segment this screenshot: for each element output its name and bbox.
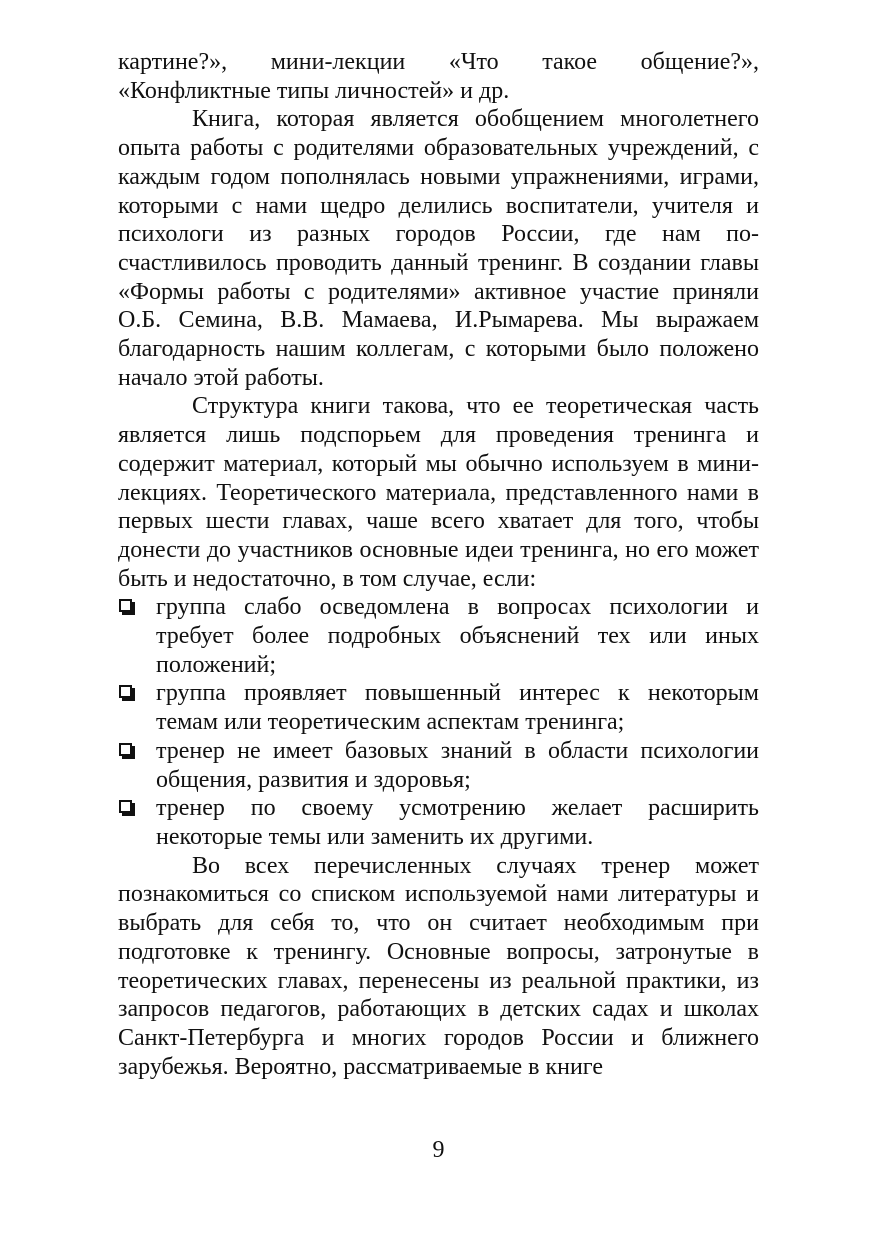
page-body (118, 48, 759, 1081)
checkbox-bullet-icon (119, 800, 132, 813)
list-item (118, 679, 759, 736)
checkbox-bullet-icon (119, 685, 132, 698)
paragraph-closing: Во всех перечисленных случаях тренер может познакомиться со списком используемой нами литературы и выбрать для себя то, что он считает необходимым при подготовке к тренингу. Основные вопросы, затронутые в теоретических главах, перенесены из реальной практики, из запросов педагогов, работающих в детских садах и школах Санкт-Петербурга и многих городов России и ближнего зарубежья. Вероятно, рассматриваемые в книге (118, 852, 759, 1080)
list-item-text: тренер не имеет базовых знаний в области психологии общения, развития и здоровья; (156, 737, 759, 793)
list-item (118, 737, 759, 794)
list-item (118, 593, 759, 679)
list-item (118, 794, 759, 851)
checkbox-bullet-icon (119, 599, 132, 612)
paragraph-continuation: картине?», мини-лекции «Что такое общение?», «Конфликтные типы личностей» и др. (118, 49, 759, 104)
list-item-text: группа слабо осведомлена в вопросах психологии и требует более подробных объяснений тех или иных положений; (156, 594, 759, 678)
paragraph-book-structure: Структура книги такова, что ее теоретическая часть является лишь подспорьем для проведения тренинга и содержит материал, который мы обычно используем в мини-лекциях. Теоретического материала, представленного нами в первых шести главах, чаше всего хватает для того, чтобы донести до участников основные идеи тренинга, но его может быть и недостаточно, в том случае, если: (118, 393, 759, 592)
checkbox-bullet-icon (119, 743, 132, 756)
list-item-text: группа проявляет повышенный интерес к некоторым темам или теоретическим аспектам тренинга; (156, 680, 759, 736)
paragraph-book-history: Книга, которая является обобщением многолетнего опыта работы с родителями образовательных учреждений, с каждым годом пополнялась новыми упражнениями, играми, которыми с нами щедро делились воспитатели, учителя и психологи из разных городов России, где нам посчастливилось проводить данный тренинг. В создании главы «Формы работы с родителями» активное участие приняли О.Б. Семина, В.В. Мамаева, И.Рымарева. Мы выражаем благодарность нашим коллегам, с которыми было положено начало этой работы. (118, 106, 759, 391)
page-number: 9 (432, 1137, 445, 1163)
bullet-list (118, 593, 759, 851)
list-item-text: тренер по своему усмотрению желает расширить некоторые темы или заменить их другими. (156, 795, 759, 850)
